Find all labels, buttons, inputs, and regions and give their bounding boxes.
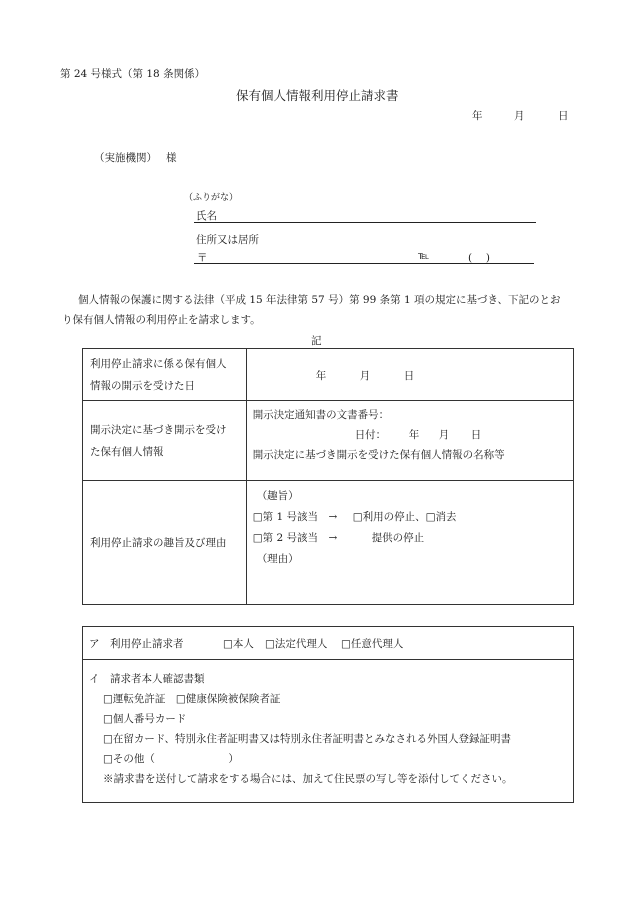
request-table: [82, 348, 574, 605]
disclosure-year-label: 年: [315, 369, 327, 382]
notice-year-label: 年: [408, 428, 420, 441]
id-option-license-insurance[interactable]: □運転免許証 □健康保険被保険者証: [103, 693, 281, 705]
item-2-checkbox[interactable]: □第 2 号該当 →: [252, 531, 348, 544]
date-year-label: 年: [472, 110, 483, 122]
disclosure-date-label: [83, 349, 247, 401]
disclosure-date-label-line-1: 利用停止請求に係る保有個人: [90, 357, 227, 370]
id-option-residence-card[interactable]: □在留カード、特別永住者証明書又は特別永住者証明書とみなされる外国人登録証明書: [103, 733, 511, 745]
purpose-reason-field[interactable]: [246, 481, 573, 605]
table-row-purpose-reason: [83, 481, 574, 605]
intro-line-2: り保有個人情報の利用停止を請求します。: [62, 314, 261, 326]
date-month-label: 月: [514, 110, 525, 122]
disclosed-info-label-line-1: 開示決定に基づき開示を受け: [90, 423, 227, 436]
date-day-label: 日: [558, 110, 569, 122]
agency-placeholder: （実施機関）: [94, 152, 157, 164]
form-number: 第 24 号様式（第 18 条関係）: [60, 68, 206, 80]
disclosed-info-field[interactable]: [246, 401, 573, 481]
requester-type-label: ア 利用停止請求者: [89, 638, 184, 650]
disclosure-date-field[interactable]: [246, 349, 573, 401]
notice-number-label: 開示決定通知書の文書番号：: [252, 408, 390, 421]
disclosed-info-name-label: 開示決定に基づき開示を受けた保有個人情報の名称等: [252, 448, 505, 461]
tel-mark: ℡: [418, 250, 430, 262]
option-legal-agent[interactable]: □法定代理人: [265, 638, 328, 650]
address-underline: [194, 263, 534, 264]
purpose-heading: （趣旨）: [256, 489, 299, 502]
tel-parentheses: ( ): [468, 252, 491, 264]
reason-heading: （理由）: [256, 552, 299, 565]
id-option-other[interactable]: □その他（ ）: [103, 753, 239, 765]
disclosure-day-label: 日: [403, 369, 415, 382]
disclosed-info-label-line-2: た保有個人情報: [90, 445, 164, 458]
honorific: 様: [166, 152, 177, 164]
option-voluntary-agent[interactable]: □任意代理人: [341, 638, 404, 650]
item-1-checkbox[interactable]: □第 1 号該当 →: [252, 510, 348, 523]
notice-month-label: 月: [438, 428, 450, 441]
item-1-options[interactable]: □利用の停止、□消去: [352, 510, 457, 523]
address-label: 住所又は居所: [196, 234, 259, 246]
notice-day-label: 日: [470, 428, 482, 441]
item-2-option: 提供の停止: [371, 531, 425, 544]
name-underline: [194, 222, 536, 223]
option-self[interactable]: □本人: [223, 638, 254, 650]
disclosed-info-label: [83, 401, 247, 481]
document-title: 保有個人情報利用停止請求書: [236, 88, 399, 103]
notice-date-label: 日付：: [354, 428, 387, 441]
id-documents-heading: イ 請求者本人確認書類: [89, 673, 205, 685]
mail-request-note: ※請求書を送付して請求をする場合には、加えて住民票の写し等を添付してください。: [103, 773, 513, 785]
id-option-mynumber-card[interactable]: □個人番号カード: [103, 713, 187, 725]
purpose-reason-label: 利用停止請求の趣旨及び理由: [83, 481, 247, 605]
box-divider: [83, 659, 573, 660]
disclosure-date-label-line-2: 情報の開示を受けた日: [90, 379, 195, 392]
furigana-label: （ふりがな）: [184, 193, 239, 203]
table-row-disclosure-date: [83, 349, 574, 401]
requester-identity-box: [82, 626, 574, 803]
table-row-disclosed-info: [83, 401, 574, 481]
name-label: 氏名: [196, 210, 217, 222]
intro-line-1: 個人情報の保護に関する法律（平成 15 年法律第 57 号）第 99 条第 1 項の規定に基づき、下記のとお: [78, 294, 561, 306]
ki-label: 記: [311, 335, 322, 347]
disclosure-month-label: 月: [359, 369, 371, 382]
postal-mark: 〒: [197, 252, 208, 264]
